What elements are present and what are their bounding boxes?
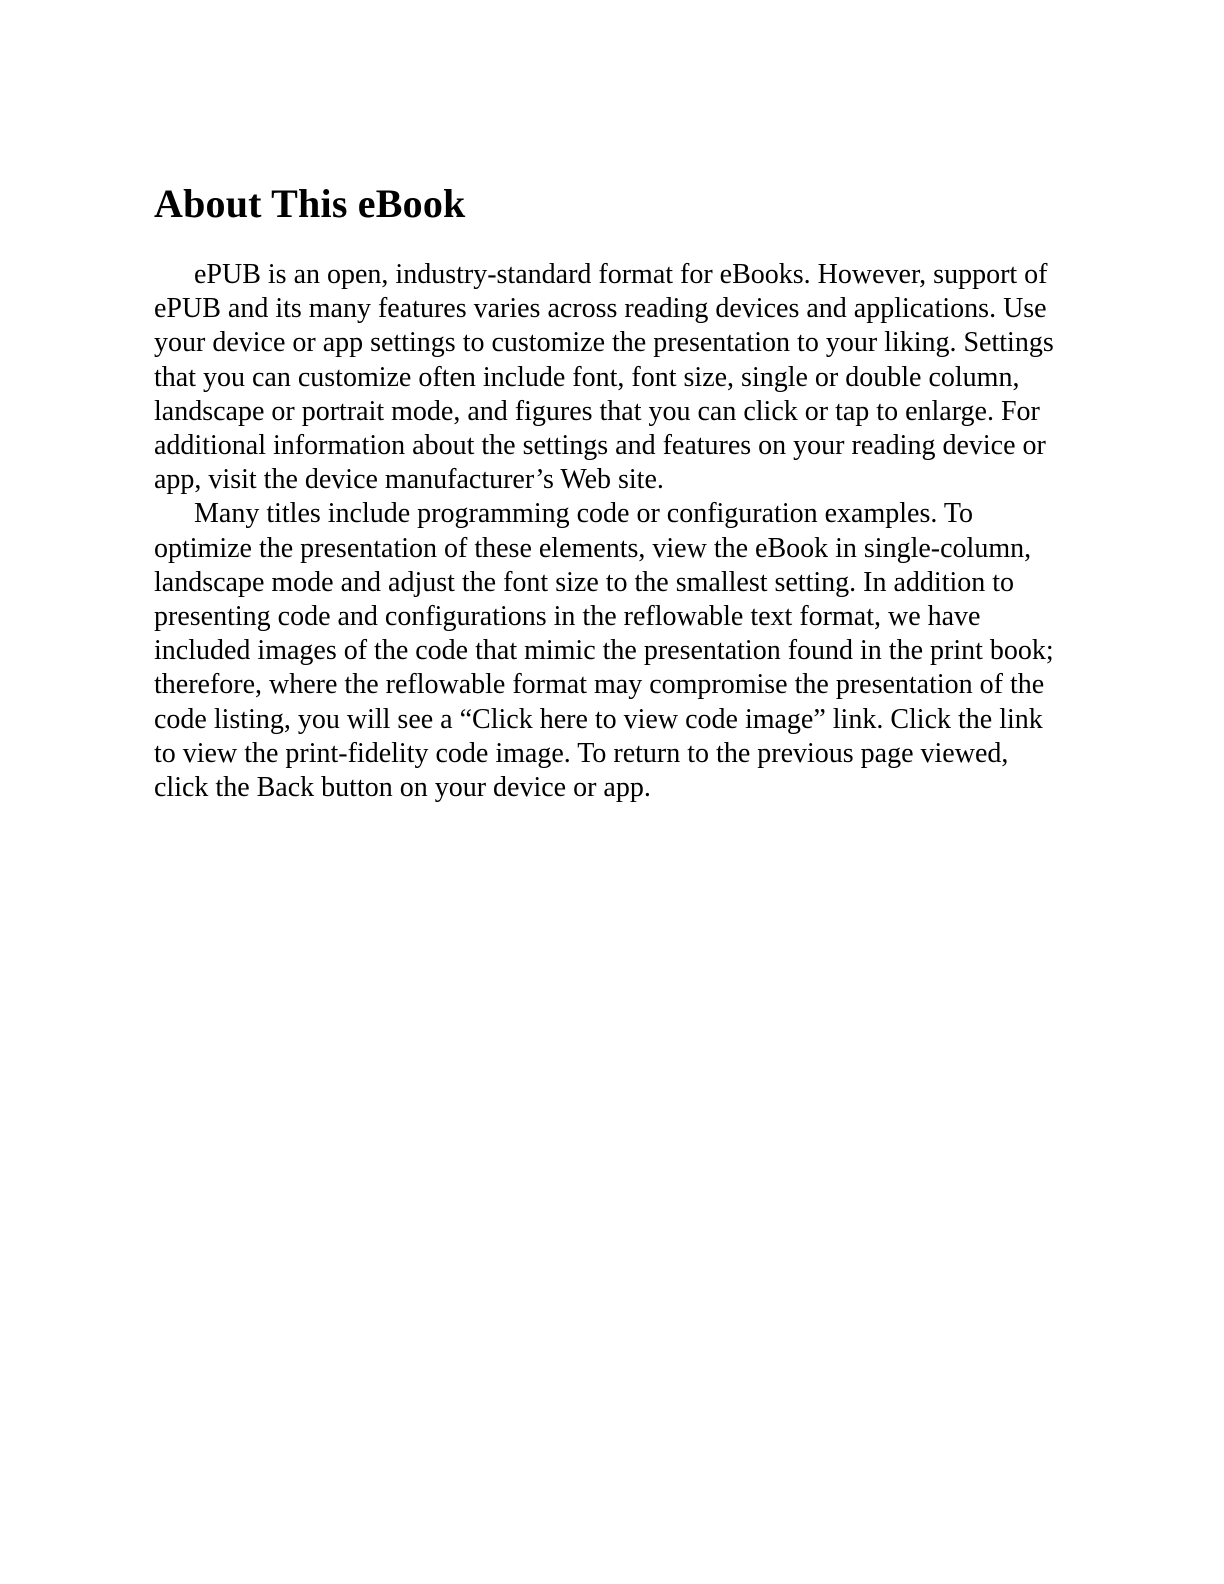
paragraph-epub-intro: ePUB is an open, industry-standard format for eBooks. However, support of ePUB and its many features varies across reading devices and applications. Use your device or app settings to customize the presentation to your liking. Settings that you can customize often include font, font size, single or double column, landscape or portrait mode, and figures that you can click or tap to enlarge. For additional information about the settings and features on your reading device or app, visit the device manufacturer’s Web site. xyxy=(154,259,1054,496)
page-title: About This eBook xyxy=(154,181,466,226)
body-text xyxy=(154,258,1066,805)
paragraph-code-examples: Many titles include programming code or configuration examples. To optimize the presentation of these elements, view the eBook in single-column, landscape mode and adjust the font size to the smallest setting. In addition to presenting code and configurations in the reflowable text format, we have included images of the code that mimic the presentation found in the print book; therefore, where the reflowable format may compromise the presentation of the code listing, you will see a “Click here to view code image” link. Click the link to view the print-fidelity code image. To return to the previous page viewed, click the Back button on your device or app. xyxy=(154,498,1054,804)
page-content xyxy=(154,176,1066,805)
